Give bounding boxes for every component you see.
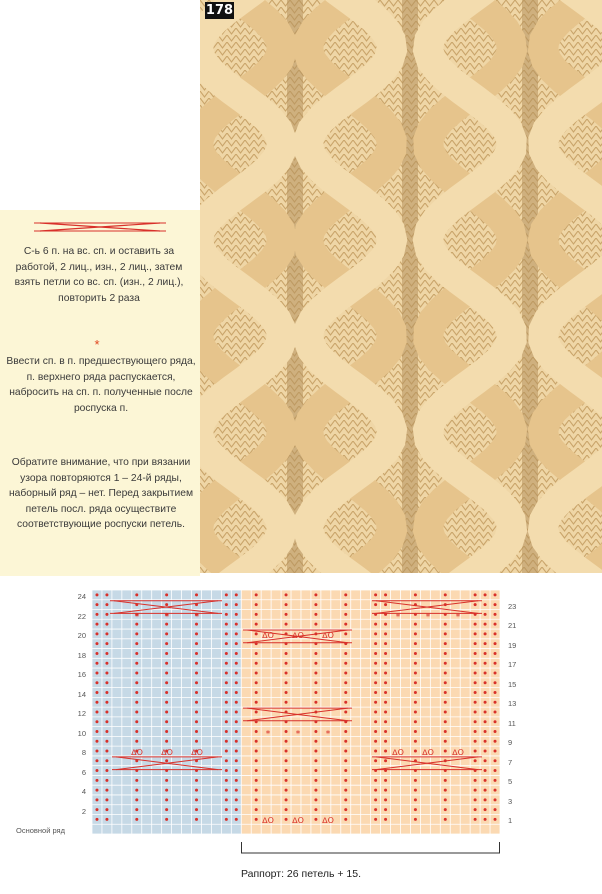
row-label-right: 19 (508, 640, 517, 650)
cable-cross-symbol-icon (30, 220, 170, 234)
row-label-left: 4 (81, 787, 86, 797)
yarnover-mark: ᐃO (322, 816, 334, 826)
row-label-right: 9 (508, 738, 513, 748)
drop-stitch-star: * (395, 612, 401, 623)
drop-stitch-star: * (325, 729, 331, 740)
row-label-left: 2 (81, 806, 86, 816)
purl-channel (402, 0, 418, 573)
row-label-right: 3 (508, 796, 513, 806)
yarnover-mark: ᐃO (422, 747, 434, 757)
purl-channel (287, 0, 303, 573)
row-label-right: 5 (508, 777, 513, 787)
cable-knit-image (200, 0, 602, 573)
row-label-right: 17 (508, 660, 517, 670)
row-label-right: 15 (508, 679, 517, 689)
drop-stitch-star: * (134, 612, 140, 623)
drop-stitch-star: * (194, 612, 200, 623)
yarnover-mark: ᐃO (191, 747, 203, 757)
yarnover-mark: ᐃO (292, 816, 304, 826)
row-label-left: 16 (77, 670, 86, 680)
yarnover-mark: ᐃO (161, 747, 173, 757)
drop-stitch-star: * (455, 612, 461, 623)
row-label-left: 14 (77, 689, 86, 699)
yarnover-mark: ᐃO (262, 630, 274, 640)
repeat-note: Обратите внимание, что при вязании узора повторяются 1 – 24-й ряды, наборный ряд – нет. Перед закрытием петель посл. ряда осуществите соответствующие роспуски петель. (8, 457, 194, 531)
repeat-caption: Раппорт: 26 петель + 15. (240, 868, 362, 880)
drop-stitch-star: * (164, 612, 170, 623)
yarnover-mark: ᐃO (322, 630, 334, 640)
row-label-left: 18 (77, 650, 86, 660)
cast-on-row-label: Основной ряд (16, 826, 65, 835)
drop-stitch-star: * (295, 729, 301, 740)
yarnover-mark: ᐃO (292, 630, 304, 640)
yarnover-mark: ᐃO (452, 747, 464, 757)
repeat-bracket (241, 842, 500, 854)
row-label-left: 20 (77, 631, 86, 641)
row-label-right: 1 (508, 816, 513, 826)
row-label-right: 11 (508, 718, 516, 728)
row-label-left: 8 (81, 748, 86, 758)
cable-instruction: С-ь 6 п. на вс. сп. и оставить за работой, 2 лиц., изн., 2 лиц., затем взять петли со вс. сп. (изн., 2 лиц.), повторить 2 раза (14, 246, 184, 304)
row-label-left: 6 (81, 767, 86, 777)
row-label-right: 7 (508, 757, 513, 767)
row-label-left: 10 (77, 728, 86, 738)
row-label-right: 13 (508, 699, 517, 709)
yarnover-mark: ᐃO (131, 747, 143, 757)
yarnover-mark: ᐃO (392, 747, 404, 757)
knitting-photo (200, 0, 602, 573)
pattern-number-badge: 178 (205, 3, 234, 18)
drop-stitch-star: * (425, 612, 431, 623)
row-label-right: 23 (508, 601, 517, 611)
drop-stitch-star-icon: * (94, 337, 100, 352)
row-label-left: 22 (77, 611, 86, 621)
row-label-left: 12 (77, 709, 86, 719)
row-label-right: 21 (508, 621, 517, 631)
drop-stitch-instruction: Ввести сп. в п. предшествующего ряда, п. верхнего ряда распускается, набросить на сп. п. полученные после роспуска п. (6, 356, 196, 414)
yarnover-mark: ᐃO (262, 816, 274, 826)
row-label-left: 24 (77, 592, 86, 601)
drop-stitch-star: * (265, 729, 271, 740)
purl-channel (522, 0, 538, 573)
